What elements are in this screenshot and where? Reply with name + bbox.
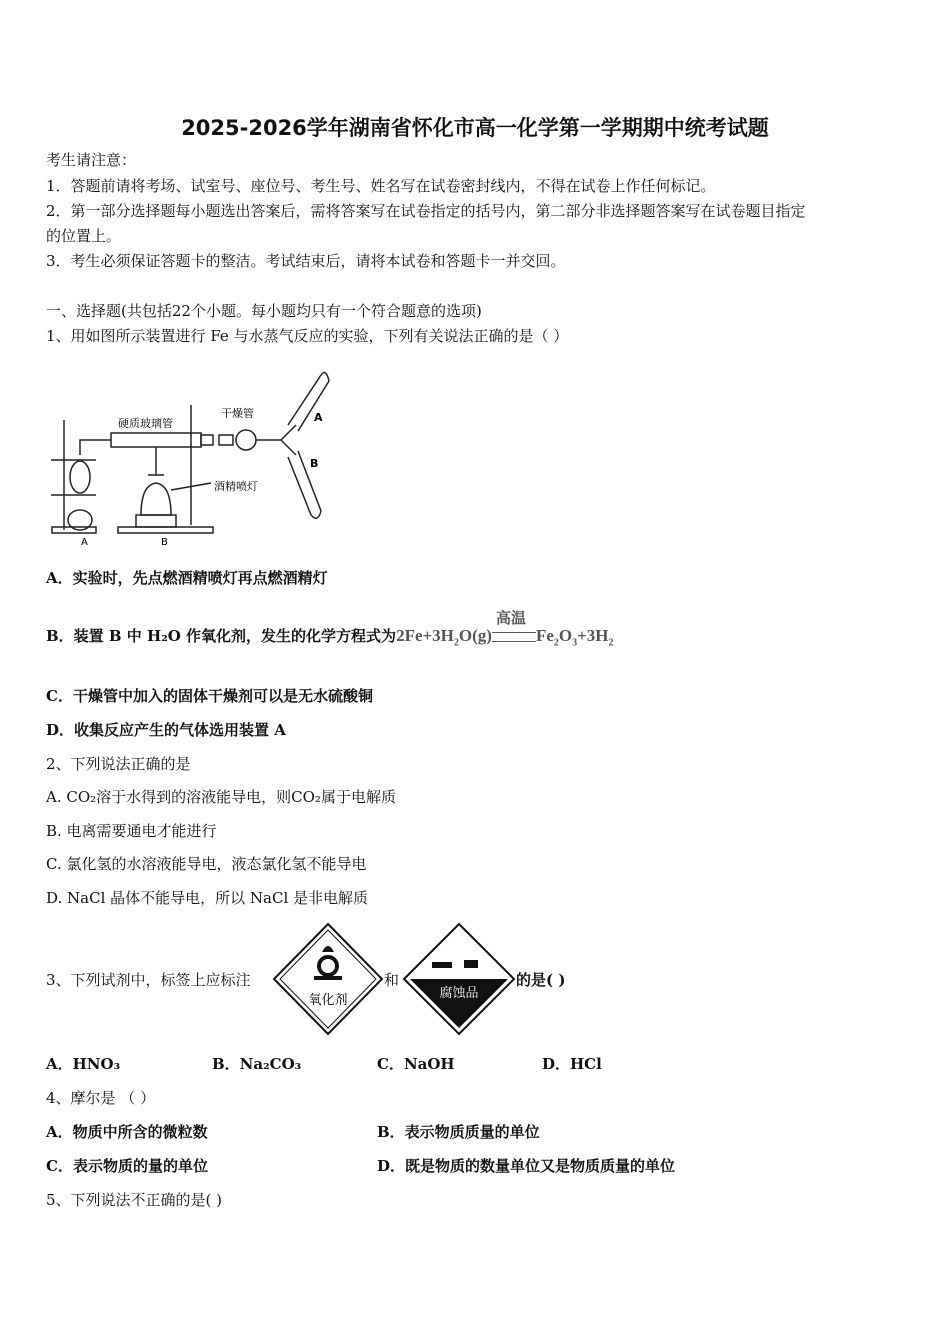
q4-option-c: C．表示物质的量的单位 xyxy=(46,1157,208,1175)
question-1-stem: 1、用如图所示装置进行 Fe 与水蒸气反应的实验，下列有关说法正确的是（ ） xyxy=(46,327,569,345)
lamp-label: 酒精喷灯 xyxy=(214,480,258,493)
q2-option-d: D. NaCl 晶体不能导电，所以 NaCl 是非电解质 xyxy=(46,889,369,907)
notice-item: 2．第一部分选择题每小题选出答案后，需将答案写在试卷指定的括号内，第二部分非选择题答案写在试卷题目指定 xyxy=(46,202,806,220)
corrosive-label: 腐蚀品 xyxy=(439,986,479,1001)
q3-option-c: C．NaOH xyxy=(377,1055,455,1073)
tube-a-label: A xyxy=(314,411,323,424)
oxidizer-hazard-icon xyxy=(272,922,384,1036)
question-4-stem: 4、摩尔是 （ ） xyxy=(46,1089,156,1107)
q4-option-d: D．既是物质的数量单位又是物质质量的单位 xyxy=(377,1157,676,1175)
tube-b-label: B xyxy=(310,457,319,470)
q1-option-d: D．收集反应产生的气体选用装置 A xyxy=(46,721,286,739)
notice-heading: 考生请注意： xyxy=(46,151,137,169)
q3-option-b: B．Na₂CO₃ xyxy=(212,1055,302,1073)
question-2-stem: 2、下列说法正确的是 xyxy=(46,755,191,773)
question-3-stem: 3、下列试剂中，标签上应标注 xyxy=(46,971,251,989)
q1-option-a: A．实验时，先点燃酒精喷灯再点燃酒精灯 xyxy=(46,569,328,587)
apparatus-a-label: A xyxy=(81,537,88,548)
q3-stem-tail: 的是( ) xyxy=(516,971,566,989)
q3-option-a: A．HNO₃ xyxy=(46,1055,121,1073)
hard-glass-tube-label: 硬质玻璃管 xyxy=(118,417,173,430)
apparatus-b-label: B xyxy=(161,537,168,548)
oxidizer-label: 氧化剂 xyxy=(308,993,348,1008)
q1-option-b-text: B．装置 B 中 H₂O 作氧化剂，发生的化学方程式为 xyxy=(46,627,397,645)
notice-item: 3．考生必须保证答题卡的整洁。考试结束后，请将本试卷和答题卡一并交回。 xyxy=(46,252,566,270)
q2-option-c: C. 氯化氢的水溶液能导电，液态氯化氢不能导电 xyxy=(46,855,367,873)
q4-option-b: B．表示物质质量的单位 xyxy=(377,1123,540,1141)
and-text: 和 xyxy=(384,971,400,989)
section-heading: 一、选择题(共包括22个小题。每小题均只有一个符合题意的选项) xyxy=(46,302,482,320)
drying-tube-label: 干燥管 xyxy=(221,407,254,420)
page-title: 2025-2026学年湖南省怀化市高一化学第一学期期中统考试题 xyxy=(181,116,769,140)
q2-option-b: B. 电离需要通电才能进行 xyxy=(46,822,217,840)
chemical-equation: $2Fe+3H_2O(g)$ 高温 $Fe_2O_3+3H_2$ xyxy=(396,611,614,649)
fe-steam-apparatus-figure xyxy=(46,365,336,550)
q4-option-a: A．物质中所含的微粒数 xyxy=(46,1123,208,1141)
q3-option-d: D．HCl xyxy=(542,1055,602,1073)
notice-item: 的位置上。 xyxy=(46,227,122,245)
q1-option-c: C．干燥管中加入的固体干燥剂可以是无水硫酸铜 xyxy=(46,687,373,705)
q2-option-a: A. CO₂溶于水得到的溶液能导电，则CO₂属于电解质 xyxy=(46,788,396,806)
corrosive-hazard-icon xyxy=(402,922,516,1036)
question-5-stem: 5、下列说法不正确的是( ) xyxy=(46,1191,223,1209)
notice-item: 1．答题前请将考场、试室号、座位号、考生号、姓名写在试卷密封线内，不得在试卷上作任何标记。 xyxy=(46,177,716,195)
q1-option-b xyxy=(46,611,614,653)
